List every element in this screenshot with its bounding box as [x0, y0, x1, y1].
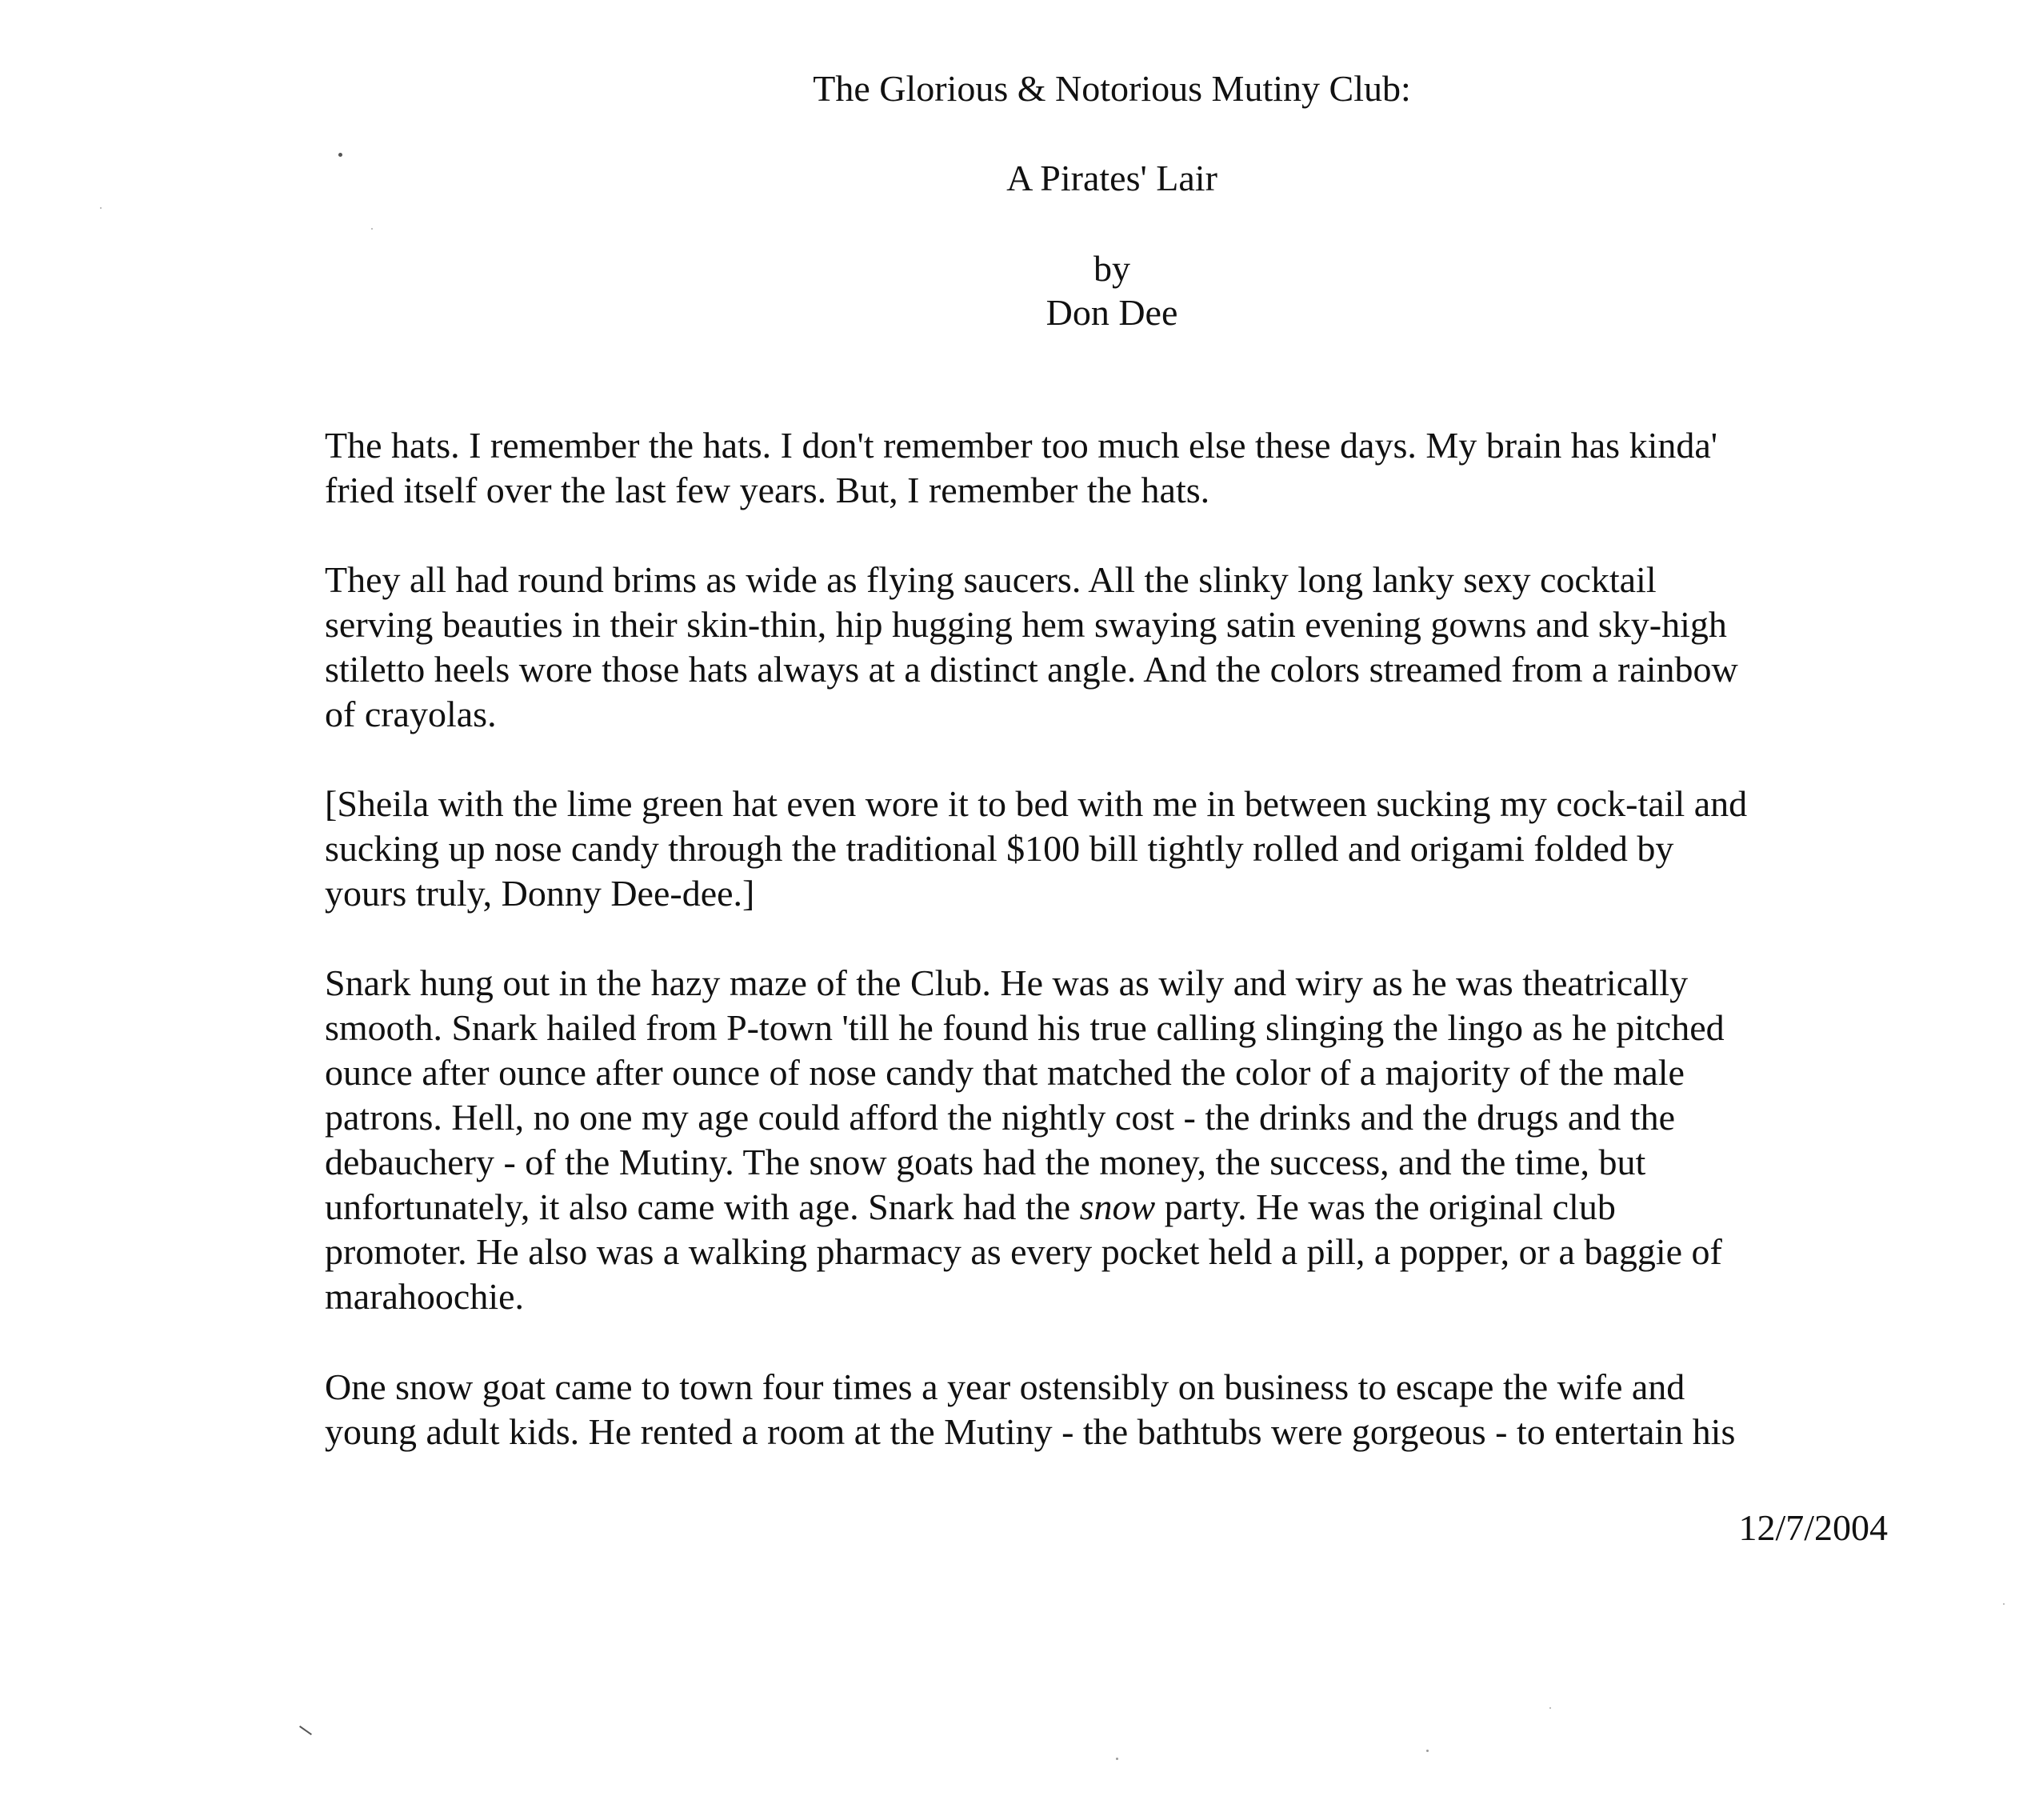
scan-speck — [338, 153, 342, 157]
scan-speck — [1426, 1750, 1429, 1752]
scan-speck — [100, 207, 102, 209]
scan-speck — [2003, 1603, 2005, 1605]
paragraph-text: [Sheila with the lime green hat even wore it to bed with me in between sucking my cock-tail and sucking up nose candy through the traditional $100 bill tightly rolled and origami folded by yours truly, Donny Dee-dee.] — [325, 783, 1748, 914]
document-date: 12/7/2004 — [1738, 1507, 1888, 1548]
author-name: Don Dee — [1045, 292, 1178, 333]
scan-speck — [371, 228, 373, 230]
paragraph-text: The hats. I remember the hats. I don't remember too much else these days. My brain has kinda' fried itself over the last few years. But, I remember the hats. — [325, 425, 1718, 510]
document-title: The Glorious & Notorious Mutiny Club: — [813, 68, 1411, 109]
paragraph-text: One snow goat came to town four times a year ostensibly on business to escape the wife and young adult kids. He rented a room at the Mutiny - the bathtubs were gorgeous - to entertain his — [325, 1366, 1736, 1452]
italic-word: snow — [1079, 1186, 1156, 1227]
paragraph-3 — [325, 782, 1893, 916]
byline-label: by — [1093, 248, 1130, 289]
scan-speck — [299, 1726, 312, 1735]
scan-speck — [1116, 1758, 1118, 1760]
paragraph-text: They all had round brims as wide as flying saucers. All the slinky long lanky sexy cocktail serving beauties in their skin-thin, hip hugging hem swaying satin evening gowns and sky-high stiletto heels wore those hats always at a distinct angle. And the colors streamed from a rainbow of crayolas. — [325, 559, 1738, 734]
paragraph-text — [325, 961, 1893, 1319]
scan-speck — [1549, 1707, 1551, 1709]
paragraph-2 — [325, 558, 1893, 737]
paragraph-4 — [325, 961, 1893, 1319]
paragraph-text-part: Snark hung out in the hazy maze of the Club. He was as wily and wiry as he was theatrically smooth. Snark hailed from P-town 'till he found his true calling slinging the lingo as he pitched ounce after ounce after ounce of nose candy that matched the color of a majority of the male patrons. Hell, no one my age could afford the nightly cost - the drinks and the drugs and the debauchery - of the Mutiny. The snow goats had the money, the success, and the time, but unfortunately, it also came with age. Snark had the — [325, 962, 1725, 1227]
paragraph-5 — [325, 1365, 1893, 1454]
paragraph-1 — [325, 423, 1893, 513]
paragraph-text-part: party. He was the original club promoter. He also was a walking pharmacy as every pocket held a pill, a popper, or a baggie of marahoochie. — [325, 1186, 1722, 1317]
document-subtitle: A Pirates' Lair — [1006, 158, 1217, 198]
